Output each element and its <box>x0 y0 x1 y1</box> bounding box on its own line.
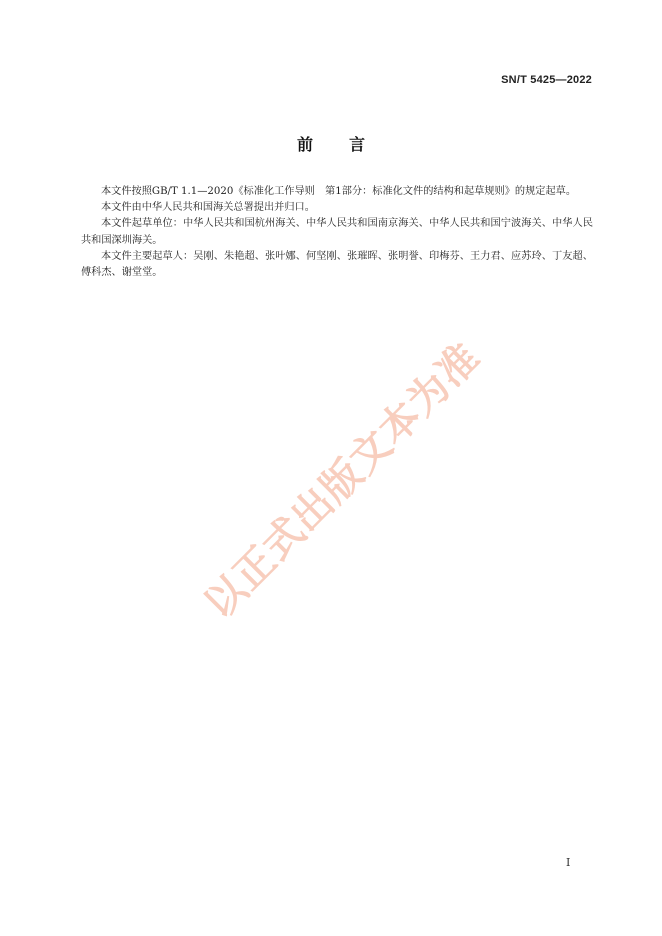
watermark: 以正式出版文本为准 <box>195 334 490 628</box>
paragraph-drafting-rules: 本文件按照GB/T 1.1—2020《标准化工作导则 第1部分：标准化文件的结构和起草规则》的规定起草。 <box>101 186 577 197</box>
paragraph-drafting-units: 本文件起草单位：中华人民共和国杭州海关、中华人民共和国南京海关、中华人民共和国宁波海关、中华人民共和国深圳海关。 <box>81 218 593 246</box>
page-number: I <box>566 856 571 869</box>
paragraph-drafters: 本文件主要起草人：吴刚、朱艳超、张叶娜、何坚刚、张璀晖、张明誉、印梅芬、王力君、应苏玲、丁友超、傅科杰、谢堂堂。 <box>81 250 593 279</box>
standard-code: SN/T 5425—2022 <box>501 74 592 86</box>
paragraph-proposer: 本文件由中华人民共和国海关总署提出并归口。 <box>101 202 315 214</box>
body-text <box>81 184 593 281</box>
section-title: 前言 <box>296 135 401 154</box>
